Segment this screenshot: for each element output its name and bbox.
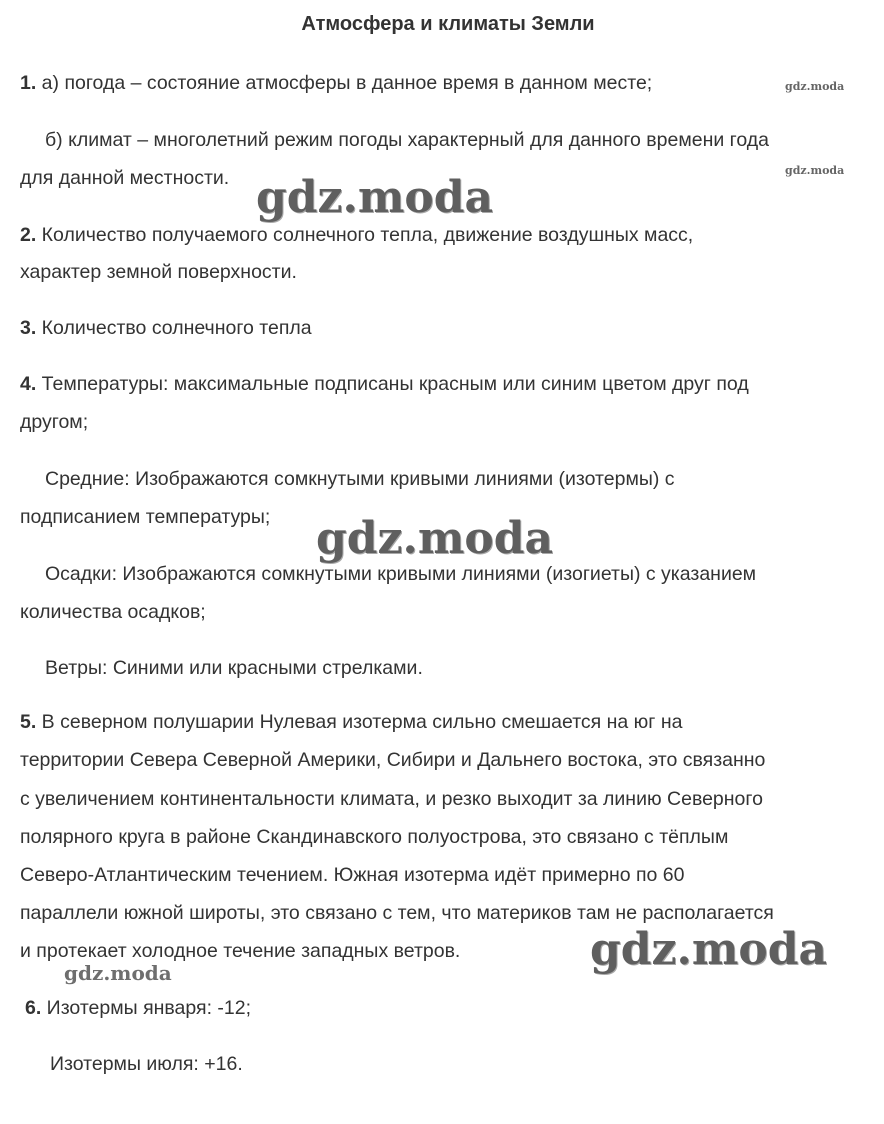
watermark-small: gdz.moda <box>785 80 845 93</box>
answer-1-b-line-1: б) климат – многолетний режим погоды характерный для данного времени года <box>45 129 769 151</box>
answer-4-wind: Ветры: Синими или красными стрелками. <box>45 657 423 679</box>
answer-number: 6. <box>25 997 42 1019</box>
answer-5-line-7: и протекает холодное течение западных ветров. <box>20 940 461 962</box>
watermark-large: gdz.moda <box>590 924 828 975</box>
answer-text: Количество солнечного тепла <box>36 317 312 339</box>
answer-number: 4. <box>20 373 37 395</box>
answer-5-line-3: с увеличением континентальности климата, и резко выходит за линию Северного <box>20 788 763 810</box>
answer-number: 1. <box>20 72 37 94</box>
answer-text: Количество получаемого солнечного тепла, движение воздушных масс, <box>36 224 694 246</box>
answer-text: Температуры: максимальные подписаны красным или синим цветом друг под <box>36 373 749 395</box>
answer-5-line-5: Северо-Атлантическим течением. Южная изотерма идёт примерно по 60 <box>20 864 685 886</box>
answer-6-july: Изотермы июля: +16. <box>50 1053 243 1075</box>
answer-text: а) погода – состояние атмосферы в данное время в данном месте; <box>36 72 653 94</box>
watermark-large: gdz.moda <box>316 513 554 564</box>
answer-4-precip-line-2: количества осадков; <box>20 601 206 623</box>
answer-2-line-2: характер земной поверхности. <box>20 261 297 283</box>
answer-1-a <box>20 71 652 95</box>
answer-4-precip-line-1: Осадки: Изображаются сомкнутыми кривыми линиями (изогиеты) с указанием <box>45 563 757 585</box>
answer-number: 2. <box>20 224 37 246</box>
answer-5-line-6: параллели южной широты, это связано с тем, что материков там не располагается <box>20 902 774 924</box>
answer-4-average-line-1: Средние: Изображаются сомкнутыми кривыми линиями (изотермы) с <box>45 468 675 490</box>
answer-4-line-1 <box>20 372 749 396</box>
answer-6-january <box>25 996 251 1020</box>
page-title: Атмосфера и климаты Земли <box>301 13 595 35</box>
answer-4-line-2: другом; <box>20 411 89 433</box>
answer-text: В северном полушарии Нулевая изотерма сильно смешается на юг на <box>36 711 683 733</box>
answer-2-line-1 <box>20 223 693 247</box>
answer-4-average-line-2: подписанием температуры; <box>20 506 271 528</box>
answer-text: Изотермы января: -12; <box>41 997 252 1019</box>
watermark-small: gdz.moda <box>785 164 845 177</box>
answer-5-line-4: полярного круга в районе Скандинавского полуострова, это связано с тёплым <box>20 826 729 848</box>
answer-number: 5. <box>20 711 37 733</box>
answer-1-b-line-2: для данной местности. <box>20 167 230 189</box>
answer-5-line-2: территории Севера Северной Америки, Сибири и Дальнего востока, это связанно <box>20 749 766 771</box>
answer-number: 3. <box>20 317 37 339</box>
watermark-large: gdz.moda <box>256 172 494 223</box>
watermark-medium: gdz.moda <box>64 961 172 985</box>
answer-3 <box>20 316 312 340</box>
answer-5-line-1 <box>20 710 682 734</box>
